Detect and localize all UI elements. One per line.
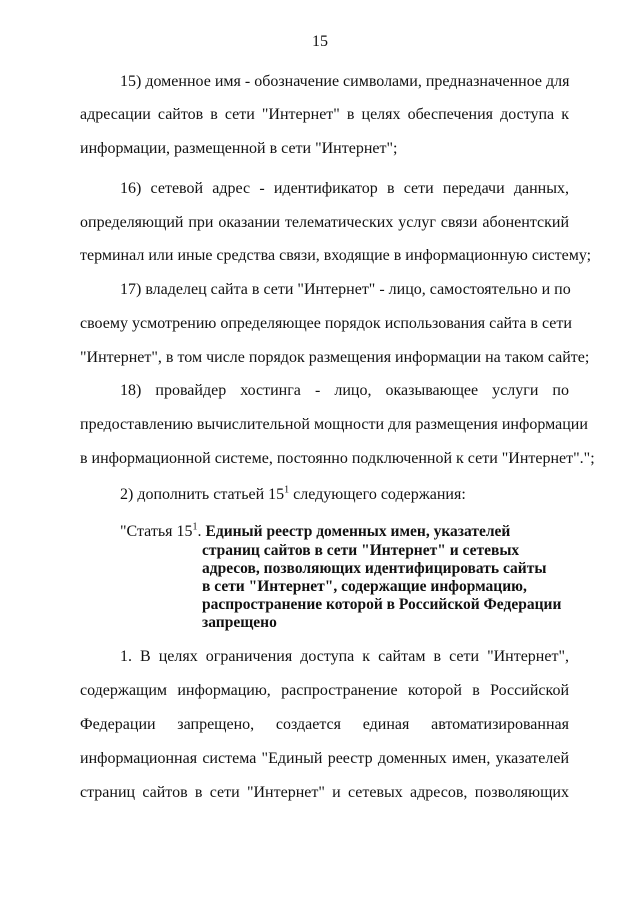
paragraph-17-line-1: 17) владелец сайта в сети "Интернет" - лицо, самостоятельно и по xyxy=(120,281,571,298)
amendment-line xyxy=(120,486,466,504)
article-title-line-1: Единый реестр доменных имен, указателей xyxy=(205,523,511,540)
article-prefix: "Статья 15 xyxy=(120,523,193,540)
article-heading-first-line xyxy=(120,523,510,541)
paragraph-15-line-1: 15) доменное имя - обозначение символами, предназначенное для xyxy=(120,73,570,90)
clause-1-line-2: содержащим информацию, распространение которой в Российской xyxy=(80,682,569,699)
paragraph-15-line-2: адресации сайтов в сети "Интернет" в целях обеспечения доступа к xyxy=(80,106,569,123)
paragraph-18-line-1: 18) провайдер хостинга - лицо, оказывающее услуги по xyxy=(120,382,569,399)
clause-1-line-3: Федерации запрещено, создается единая автоматизированная xyxy=(80,716,569,733)
paragraph-16-line-1: 16) сетевой адрес - идентификатор в сети передачи данных, xyxy=(120,180,569,197)
amendment-text-before: 2) дополнить статьей 15 xyxy=(120,486,285,503)
article-prefix-dot: . xyxy=(197,523,206,540)
clause-1-line-4: информационная система "Единый реестр доменных имен, указателей xyxy=(80,750,569,767)
article-title-line-3: адресов, позволяющих идентифицировать сайты xyxy=(202,560,547,577)
paragraph-17-line-2: своему усмотрению определяющее порядок использования сайта в сети xyxy=(80,315,572,332)
clause-1-line-1: 1. В целях ограничения доступа к сайтам в сети "Интернет", xyxy=(120,648,569,665)
paragraph-17-line-3: "Интернет", в том числе порядок размещения информации на таком сайте; xyxy=(80,349,590,366)
paragraph-16-line-3: терминал или иные средства связи, входящие в информационную систему; xyxy=(80,247,592,264)
article-title-line-2: страниц сайтов в сети "Интернет" и сетевых xyxy=(202,542,520,559)
paragraph-18-line-3: в информационной системе, постоянно подключенной к сети "Интернет"."; xyxy=(80,450,595,467)
paragraph-16-line-2: определяющий при оказании телематических услуг связи абонентский xyxy=(80,214,569,231)
paragraph-18-line-2: предоставлению вычислительной мощности для размещения информации xyxy=(80,416,588,433)
amendment-superscript: 1 xyxy=(284,484,290,496)
amendment-text-after: следующего содержания: xyxy=(289,486,466,503)
page-number: 15 xyxy=(312,33,328,50)
paragraph-15-line-3: информации, размещенной в сети "Интернет"; xyxy=(80,140,398,157)
article-title-line-6: запрещено xyxy=(202,614,277,631)
clause-1-line-5: страниц сайтов в сети "Интернет" и сетевых адресов, позволяющих xyxy=(80,784,569,801)
article-superscript: 1 xyxy=(192,521,198,533)
article-title-line-5: распространение которой в Российской Федерации xyxy=(202,596,562,613)
article-title-line-4: в сети "Интернет", содержащие информацию, xyxy=(202,578,527,595)
